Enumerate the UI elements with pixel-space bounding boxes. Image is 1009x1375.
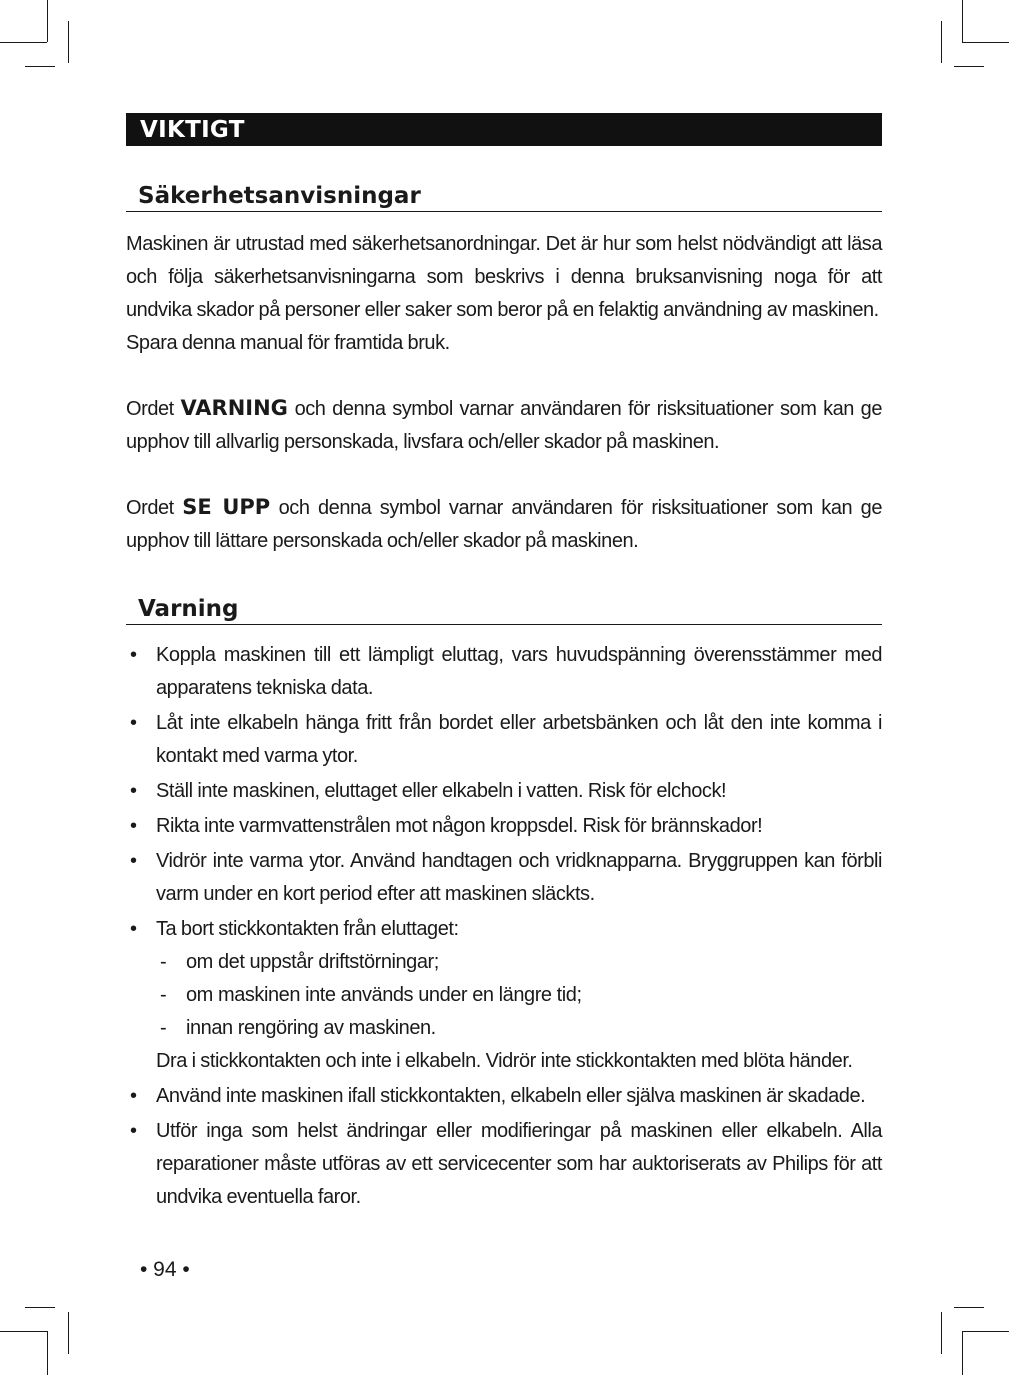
list-item-text: Utför inga som helst ändringar eller modifieringar på maskinen eller elkabeln. Alla reparationer måste utföras av ett servicecenter som har auktoriserats av Philips för att undvika eventuella faror. — [156, 1120, 882, 1208]
list-item-text: Vidrör inte varma ytor. Använd handtagen och vridknapparna. Bryggruppen kan förbli varm under en kort period efter att maskinen släckts. — [156, 850, 882, 905]
crop-mark — [25, 1307, 55, 1308]
chapter-header-bar — [126, 113, 882, 146]
unplug-cases-list — [156, 946, 882, 1045]
chapter-title: VIKTIGT — [140, 116, 245, 143]
unplug-note: Dra i stickkontakten och inte i elkabeln. Vidrör inte stickkontakten med blöta händer. — [156, 1050, 853, 1072]
warning-prefix: Ordet — [126, 398, 181, 420]
crop-mark — [962, 1331, 963, 1375]
bullet-mark: • — [130, 1120, 138, 1142]
safety-intro: Maskinen är utrustad med säkerhetsanordningar. Det är hur som helst nödvändigt att läsa och följa säkerhetsanvisningarna som beskrivs i denna bruksanvisning noga för att undvika skador på personer eller saker som beror på en felaktig användning av maskinen. — [126, 233, 882, 321]
page-number: • 94 • — [140, 1258, 190, 1281]
crop-mark — [962, 1331, 1009, 1332]
bullet-mark: • — [130, 644, 138, 666]
list-item — [126, 775, 882, 808]
list-item — [126, 810, 882, 843]
crop-mark — [0, 42, 47, 43]
crop-mark — [25, 66, 55, 67]
crop-mark — [68, 1312, 69, 1354]
crop-mark — [954, 1307, 984, 1308]
list-item — [126, 639, 882, 705]
dash-mark: - — [160, 1017, 167, 1039]
list-item-text: Rikta inte varmvattenstrålen mot någon kroppsdel. Risk för brännskador! — [156, 815, 763, 837]
list-item-text: Använd inte maskinen ifall stickkontakten, elkabeln eller själva maskinen är skadade. — [156, 1085, 866, 1107]
sub-list-item-text: innan rengöring av maskinen. — [186, 1017, 436, 1039]
warning-list — [126, 639, 882, 1214]
crop-mark — [941, 1312, 942, 1354]
page-content — [126, 113, 882, 1216]
bullet-mark: • — [130, 1085, 138, 1107]
caution-prefix: Ordet — [126, 497, 183, 519]
bullet-mark: • — [130, 712, 138, 734]
list-item — [126, 1115, 882, 1214]
dash-mark: - — [160, 951, 167, 973]
dash-mark: - — [160, 984, 167, 1006]
list-item — [126, 845, 882, 911]
warning-text: och denna symbol varnar användaren för risksituationer som kan ge upphov till allvarlig personskada, livsfara och/eller skador på maskinen. — [126, 398, 882, 453]
bullet-mark: • — [130, 815, 138, 837]
list-item — [126, 913, 882, 1078]
bullet-mark: • — [130, 780, 138, 802]
crop-mark — [47, 0, 48, 42]
save-note: Spara denna manual för framtida bruk. — [126, 332, 450, 354]
list-item-text: Koppla maskinen till ett lämpligt eluttag, vars huvudspänning överensstämmer med apparatens tekniska data. — [156, 644, 882, 699]
list-item-text: Låt inte elkabeln hänga fritt från bordet eller arbetsbänken och låt den inte komma i kontakt med varma ytor. — [156, 712, 882, 767]
list-item-text: Ställ inte maskinen, eluttaget eller elkabeln i vatten. Risk för elchock! — [156, 780, 727, 802]
caution-keyword: SE UPP — [182, 495, 271, 519]
sub-list-item — [156, 1012, 882, 1045]
crop-mark — [962, 42, 1009, 43]
bullet-mark: • — [130, 850, 138, 872]
crop-mark — [941, 21, 942, 63]
warning-keyword: VARNING — [180, 396, 288, 420]
section-heading-warning: Varning — [126, 595, 882, 625]
list-item — [126, 1080, 882, 1113]
section-heading-safety: Säkerhetsanvisningar — [126, 182, 882, 212]
warning-definition — [126, 392, 882, 459]
crop-mark — [0, 1331, 47, 1332]
sub-list-item — [156, 946, 882, 979]
crop-mark — [962, 0, 963, 42]
crop-mark — [954, 66, 984, 67]
caution-text: och denna symbol varnar användaren för risksituationer som kan ge upphov till lättare personskada och/eller skador på maskinen. — [126, 497, 883, 552]
sub-list-item — [156, 979, 882, 1012]
caution-definition — [126, 491, 882, 558]
crop-mark — [68, 21, 69, 63]
list-item-text: Ta bort stickkontakten från eluttaget: — [156, 918, 459, 940]
sub-list-item-text: om det uppstår driftstörningar; — [186, 951, 439, 973]
list-item — [126, 707, 882, 773]
crop-mark — [47, 1331, 48, 1375]
sub-list-item-text: om maskinen inte används under en längre tid; — [186, 984, 582, 1006]
bullet-mark: • — [130, 918, 138, 940]
